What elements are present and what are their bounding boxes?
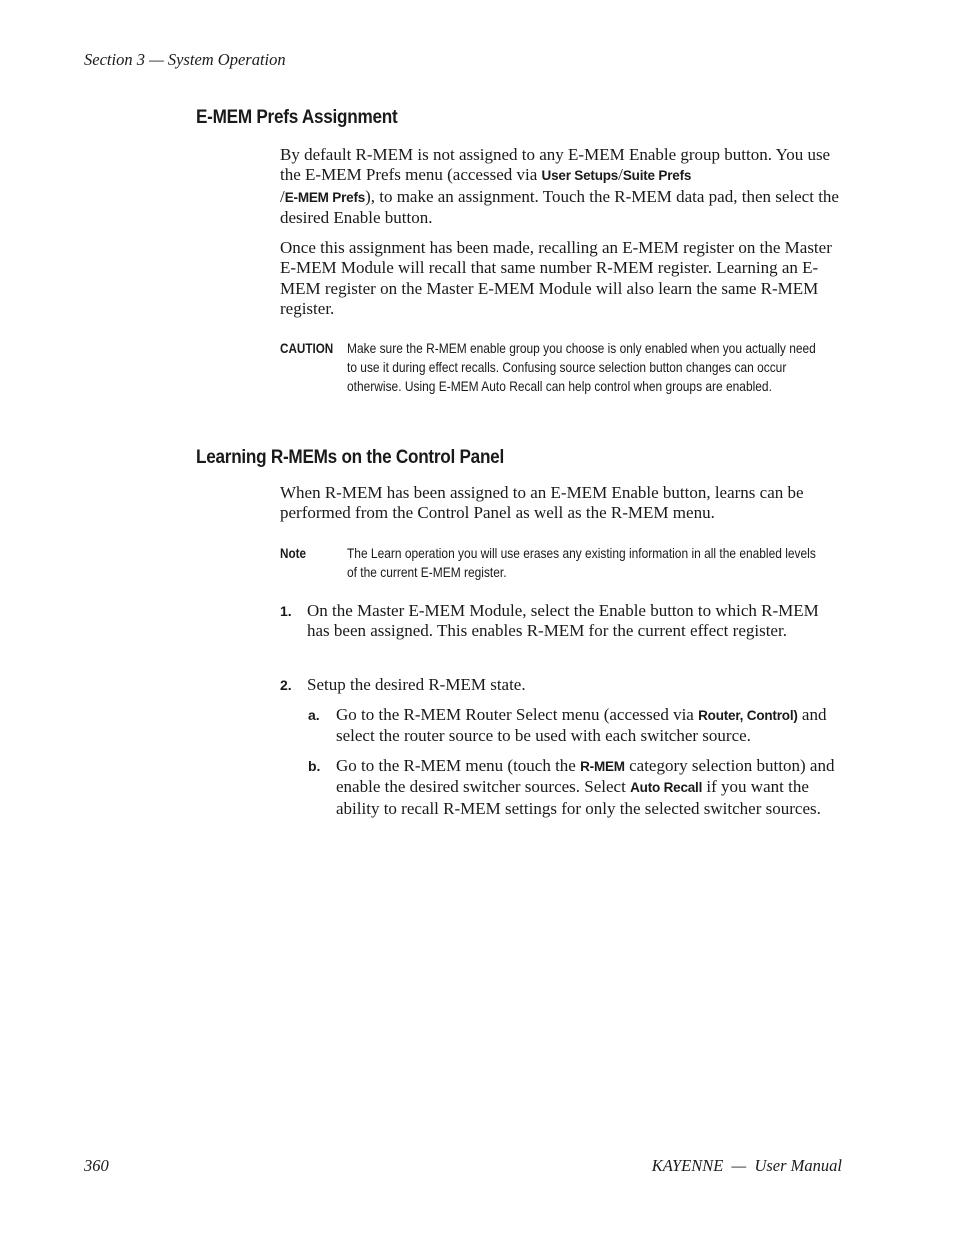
manual-title: KAYENNE — User Manual: [651, 1156, 842, 1175]
substep-a: [308, 705, 842, 747]
substep-letter: a.: [308, 707, 320, 723]
note-text: The Learn operation you will use erases any existing information in all the enabled levels of the current E-MEM register.: [347, 546, 816, 580]
step-1: [280, 601, 842, 663]
running-head: Section 3 — System Operation: [84, 50, 286, 69]
step-text: On the Master E-MEM Module, select the Enable button to which R-MEM has been assigned. This enables R-MEM for the current effect register.: [307, 601, 819, 641]
menu-path-router: Router: [698, 708, 740, 723]
section-heading-learning-rmems: Learning R-MEMs on the Control Panel: [196, 446, 504, 468]
auto-recall-label: Auto Recall: [630, 780, 703, 796]
substep-text: Go to the R-MEM menu (touch the R-MEM category selection button) and enable the desired switcher sources. Select Auto Recall if you want the ability to recall R-MEM settings for only the selected switcher sources.: [336, 756, 835, 818]
caution-label: CAUTION: [280, 341, 334, 356]
menu-path-control: Control): [746, 708, 798, 723]
caution-callout: [280, 339, 842, 419]
learning-paragraph: When R-MEM has been assigned to an E-MEM Enable button, learns can be performed from the Control Panel as well as the R-MEM menu.: [280, 483, 804, 523]
page-number: 360: [84, 1156, 109, 1175]
menu-path-emem-prefs: E-MEM Prefs: [284, 189, 366, 205]
note-label: Note: [280, 546, 306, 561]
section-heading-emem-prefs: E-MEM Prefs Assignment: [196, 106, 398, 128]
menu-path-rmem: R-MEM: [580, 759, 625, 774]
step-number: 1.: [280, 603, 292, 619]
step-text: Setup the desired R-MEM state.: [307, 675, 526, 694]
substep-b: [308, 756, 842, 838]
step-number: 2.: [280, 677, 292, 693]
step-2: [280, 675, 842, 697]
caution-text: Make sure the R-MEM enable group you choose is only enabled when you actually need to use it during effect recalls. Confusing source selection button changes can occur otherwise. Using E-MEM Auto Recall can help control when groups are enabled.: [347, 341, 816, 394]
note-callout: [280, 544, 842, 584]
substep-text: Go to the R-MEM Router Select menu (accessed via Router, Control) and select the router source to be used with each switcher source.: [336, 705, 827, 746]
menu-path-suite-prefs: Suite Prefs: [622, 168, 692, 184]
emem-prefs-paragraph-2: Once this assignment has been made, recalling an E-MEM register on the Master E-MEM Module will recall that same number R-MEM register. Learning an E-MEM register on the Master E-MEM Module will also learn the same R-MEM register.: [280, 238, 832, 318]
emem-prefs-paragraph-1: By default R-MEM is not assigned to any E-MEM Enable group button. You use the E-MEM Prefs menu (accessed via User Setups/Suite Prefs /E-MEM Prefs), to make an assignment. Touch the R-MEM data pad, then select the desired Enable button.: [280, 145, 839, 227]
menu-path-user-setups: User Setups: [541, 168, 619, 184]
substep-letter: b.: [308, 758, 321, 774]
